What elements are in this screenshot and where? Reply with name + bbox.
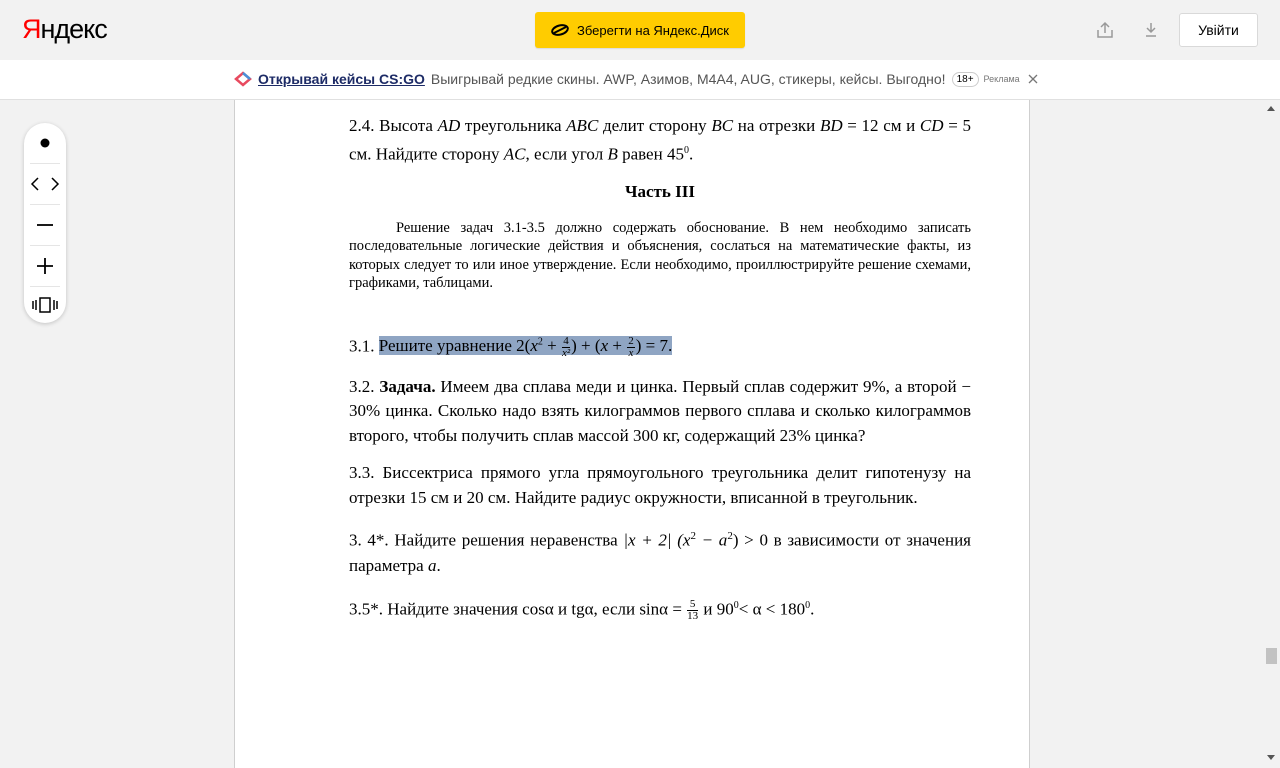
share-icon[interactable] [1095, 20, 1115, 40]
save-to-disk-label: Зберегти на Яндекс.Диск [576, 22, 729, 38]
page-nav-button[interactable] [24, 164, 66, 204]
fraction: $\frac{2}{x}$ [628, 334, 634, 359]
ad-content [234, 71, 1038, 87]
age-badge: 18+ [952, 72, 979, 87]
ad-label: Реклама [983, 74, 1020, 84]
zoom-out-button[interactable] [24, 205, 66, 245]
scroll-down-icon[interactable] [1266, 754, 1276, 762]
problem-3-1: 3.1. Решите уравнение $2(x^2$ + $\frac{4}{\text{x²}}$ ) + (x + $\frac{2}{x}$ ) = 7. [349, 334, 673, 359]
problem-3-4: 3. 4*. Найдите решения неравенства |x + 2| $(x^2 - a^2) > 0$ в зависимости от значения параметра a. [349, 530, 971, 575]
problem-3-2: 3.2. Задача. Имеем два сплава меди и цинка. Первый сплав содержит 9%, а второй − 30% цинка. Сколько надо взять килограммов первого сплава и сколько килограммов второго, чтобы получить сплав массой 300 кг, содержащий 23% цинка? [349, 376, 971, 445]
fraction: $\frac{4}{\text{x²}}$ [561, 334, 571, 359]
close-icon[interactable] [1028, 74, 1038, 84]
cursor-mode-button[interactable] [24, 123, 66, 163]
viewer-toolbar [24, 123, 66, 323]
dot-icon [39, 137, 51, 149]
page-view-button[interactable] [24, 285, 66, 325]
top-bar [0, 0, 1280, 60]
yandex-logo[interactable]: Яндекс [22, 14, 107, 44]
section-heading: Часть III [625, 181, 695, 201]
save-to-disk-button[interactable] [535, 12, 745, 48]
section-note: Решение задач 3.1-3.5 должно содержать обоснование. В нем необходимо записать последовательные логические действия и объяснения, сослаться на математические факты, из которых следует то или иное утверждение. Если необходимо, проиллюстрируйте решение схемами, графиками, таблицами. [349, 219, 971, 292]
page-view-icon [31, 297, 59, 313]
document-page [234, 100, 1030, 768]
login-button[interactable]: Увійти [1179, 13, 1258, 47]
download-icon[interactable] [1141, 20, 1161, 40]
problem-3-5: 3.5*. Найдите значения cosα и tgα, если sinα = $\frac{5}{13}$ и $90^0< \alpha < 180^0$. [349, 598, 815, 623]
ad-logo-icon [234, 71, 252, 87]
ad-text: Выигрывай редкие скины. AWP, Азимов, M4A4, AUG, стикеры, кейсы. Выгодно! [430, 71, 946, 87]
ad-title-link[interactable]: Открывай кейсы CS:GO [258, 71, 425, 87]
zoom-out-icon [36, 216, 54, 234]
problem-2-4: 2.4. Высота AD треугольника ABC делит сторону BC на отрезки BD = 12 см и CD = 5 см. Найдите сторону AC, если угол B равен $45^0$. [349, 116, 971, 164]
zoom-in-icon [36, 257, 54, 275]
disk-icon [551, 24, 569, 36]
zoom-in-button[interactable] [24, 246, 66, 286]
scrollbar-thumb[interactable] [1266, 648, 1277, 664]
prev-next-icon [28, 176, 62, 192]
scrollbar[interactable] [1262, 100, 1280, 768]
scroll-up-icon[interactable] [1266, 104, 1276, 112]
selected-text[interactable]: Решите уравнение $2(x^2$ + $\frac{4}{\text{x²}}$ ) + (x + $\frac{2}{x}$ ) = 7. [378, 334, 673, 359]
document-content [349, 114, 971, 622]
problem-3-3: 3.3. Биссектриса прямого угла прямоугольного треугольника делит гипотенузу на отрезки 15 см и 20 см. Найдите радиус окружности, вписанной в треугольник. [349, 463, 971, 507]
fraction: $\frac{5}{13}$ [687, 598, 699, 623]
ad-banner [0, 60, 1280, 100]
